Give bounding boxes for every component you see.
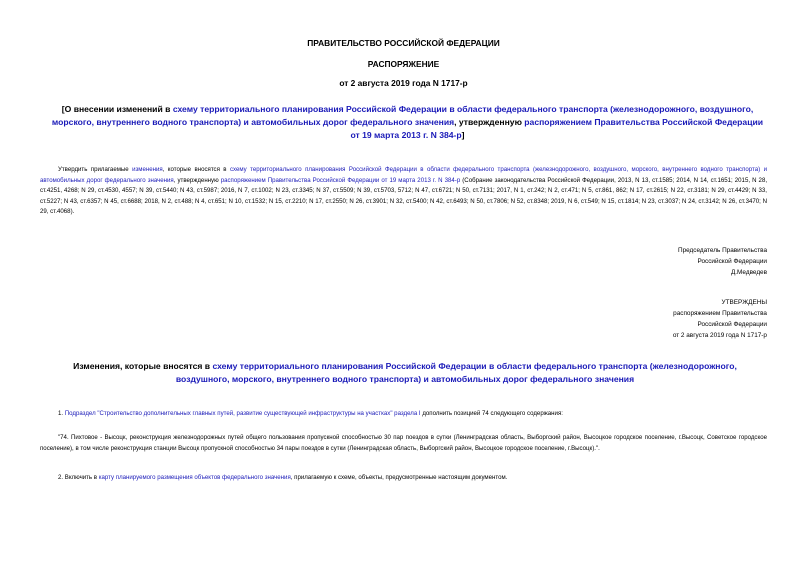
approval-block [673, 297, 767, 341]
body-text-3: , утвержденную [173, 176, 221, 184]
government-heading: ПРАВИТЕЛЬСТВО РОССИЙСКОЙ ФЕДЕРАЦИИ [307, 38, 500, 48]
subject-middle-text: , утвержденную [454, 116, 525, 127]
subsection-link[interactable]: Подраздел "Строительство дополнительных главных путей, развитие существующей инфраструктуры на участках" раздела I [64, 410, 421, 417]
item-2-text-1: 2. Включить в [58, 474, 99, 481]
document-type-heading: РАСПОРЯЖЕНИЕ [367, 59, 440, 69]
subject-close-text: ] [461, 129, 465, 140]
approval-authority: распоряжением Правительства [673, 310, 767, 317]
item-2 [58, 473, 770, 484]
document-subject [50, 103, 765, 141]
subject-open-text: [О внесении изменений в [61, 104, 173, 114]
body-paragraph [40, 165, 767, 218]
scheme-link[interactable]: схему территориального планирования Российской Федерации в области федерального транспорта (железнодорожного, воздушного, морского, внутреннего водного транспорта) и автомобильных дорог федерального значения [51, 104, 754, 127]
body-scheme-link[interactable]: схему территориального планирования Российской Федерации в области федерального транспорта (железнодорожного, воздушного, морского, внутреннего водного транспорта) и автомобильных дорог федерального значения [40, 166, 768, 184]
item-1-number: 1. [58, 410, 65, 417]
item-1-text: дополнить позицией 74 следующего содержания: [420, 410, 563, 417]
body-order-384-link[interactable]: распоряжением Правительства Российской Федерации от 19 марта 2013 г. N 384-р [220, 176, 461, 184]
body-text-2: , которые вносятся в [162, 166, 230, 173]
signature-block [678, 245, 767, 278]
signature-org: Российской Федерации [697, 258, 767, 265]
approval-title: УТВЕРЖДЕНЫ [721, 299, 767, 306]
signature-title: Председатель Правительства [678, 247, 767, 254]
changes-title-text: Изменения, которые вносятся в [73, 361, 213, 371]
map-link[interactable]: карту планируемого размещения объектов федерального значения [98, 474, 291, 481]
approval-date: от 2 августа 2019 года N 1717-р [672, 332, 767, 339]
item-1 [58, 409, 770, 420]
changes-scheme-link[interactable]: схему территориального планирования Российской Федерации в области федерального транспорта (железнодорожного, воздушного, морского, внутреннего водного транспорта) и автомобильных дорог федерального значения [175, 361, 737, 384]
order-384-link[interactable]: распоряжением Правительства Российской Федерации от 19 марта 2013 г. N 384-р [350, 116, 764, 140]
item-74-text: "74. Пихтовое - Высоцк, реконструкция железнодорожных путей общего пользования пропускной способностью 30 пар поездов в сутки (Ленинградская область, Выборгский район, Высоцкое городское поселение, г.Высоцк, Советское городское поселение), в том числе реконструкция станции Высоцк пропускной способностью 34 пары поездов в сутки (Ленинградская область, Выборгский район, Высоцкое городское поселение, г.Высоцк).". [40, 434, 767, 452]
approval-org: Российской Федерации [697, 321, 767, 328]
item-2-text-2: , прилагаемую к схеме, объекты, предусмотренные настоящим документом. [290, 474, 508, 481]
body-text-1: Утвердить прилагаемые [58, 166, 133, 173]
changes-link[interactable]: изменения [132, 166, 163, 173]
signature-name: Д.Медведев [730, 269, 767, 276]
document-date-number: от 2 августа 2019 года N 1717-р [339, 78, 468, 88]
changes-title [55, 360, 755, 385]
body-text-4: (Собрание законодательства Российской Федерации, 2013, N 13, ст.1585; 2014, N 14, ст.1651; 2015, N 28, ст.4251, 4268; N 29, ст.4530, 4557; N 39, ст.5440; N 43, ст.5987; 2016, N 7, ст.1002; N 23, ст.3345; N 37, ст.5509; N 39, ст.5703, 5712; N 47, ст.6721; N 50, ст.7131; 2017, N 1, ст.242; N 2, ст.471; N 5, ст.861, 862; N 17, ст.2615; N 22, ст.3181; N 29, ст.4429; N 33, ст.5227; N 43, ст.6357; N 45, ст.6688; 2018, N 2, ст.488; N 4, ст.651; N 10, ст.1532; N 15, ст.2210; N 17, ст.2550; N 26, ст.3901; N 32, ст.5400; N 42, ст.6493; N 50, ст.7806; N 52, ст.8348; 2019, N 6, ст.549; N 15, ст.1814; N 23, ст.3037; N 24, ст.3142; N 26, ст.3470; N 29, ст.4068). [40, 176, 768, 216]
